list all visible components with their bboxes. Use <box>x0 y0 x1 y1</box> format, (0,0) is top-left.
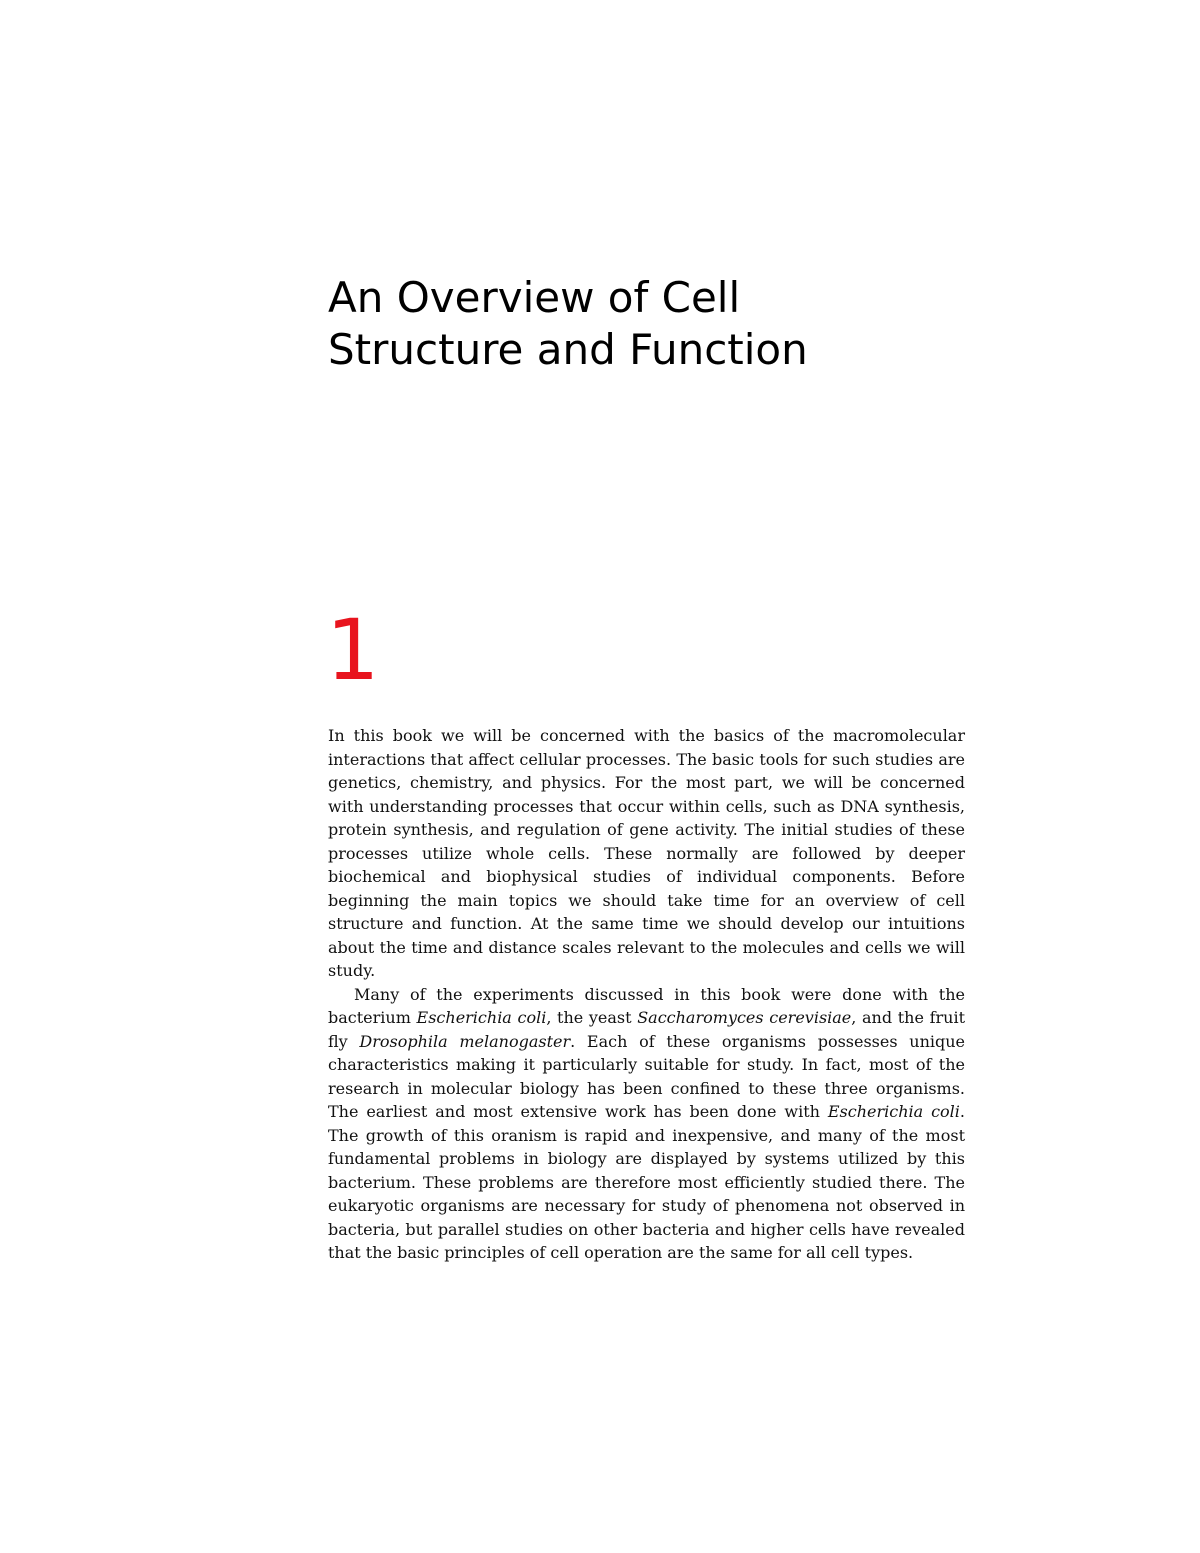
species-name: Escherichia coli <box>827 1102 960 1121</box>
chapter-title-line-1: An Overview of Cell <box>328 273 741 322</box>
paragraph-2 <box>328 983 965 1265</box>
paragraph-text: . Each of these organisms possesses unique characteristics making it particularly suitable for study. In fact, most of the research in molecular biology has been confined to these three organisms. The earliest and most extensive work has been done with <box>328 1031 965 1121</box>
chapter-body <box>328 724 965 1265</box>
paragraph-1 <box>328 724 965 983</box>
species-name: Drosophila melanogaster <box>359 1031 571 1051</box>
chapter-title <box>328 272 1028 376</box>
chapter-title-line-2: Structure and Function <box>328 325 808 374</box>
species-name: Saccharomyces cerevisiae <box>637 1008 852 1027</box>
paragraph-text: Many of the experiments discussed in this book were done with the bacterium <box>328 984 965 1027</box>
paragraph-text: , the yeast <box>546 1008 638 1027</box>
chapter-number: 1 <box>326 601 380 699</box>
paragraph-text: . The growth of this oranism is rapid and inexpensive, and many of the most fundamental problems in biology are displayed by systems utilized by this bacterium. These problems are therefore most efficiently studied there. The eukaryotic organisms are necessary for study of phenomena not observed in bacteria, but parallel studies on other bacteria and higher cells have revealed that the basic principles of cell operation are the same for all cell types. <box>328 1102 965 1262</box>
species-name: Escherichia coli <box>416 1008 547 1027</box>
paragraph-text: In this book we will be concerned with the basics of the macromolecular interactions that affect cellular processes. The basic tools for such studies are genetics, chemistry, and physics. For the most part, we will be concerned with understanding processes that occur within cells, such as DNA synthesis, protein synthesis, and regulation of gene activity. The initial studies of these processes utilize whole cells. These normally are followed by deeper biochemical and biophysical studies of individual components. Before beginning the main topics we should take time for an overview of cell structure and function. At the same time we should develop our intuitions about the time and distance scales relevant to the molecules and cells we will study. <box>328 726 965 980</box>
paragraph-text: , and the fruit fly <box>328 1008 965 1051</box>
